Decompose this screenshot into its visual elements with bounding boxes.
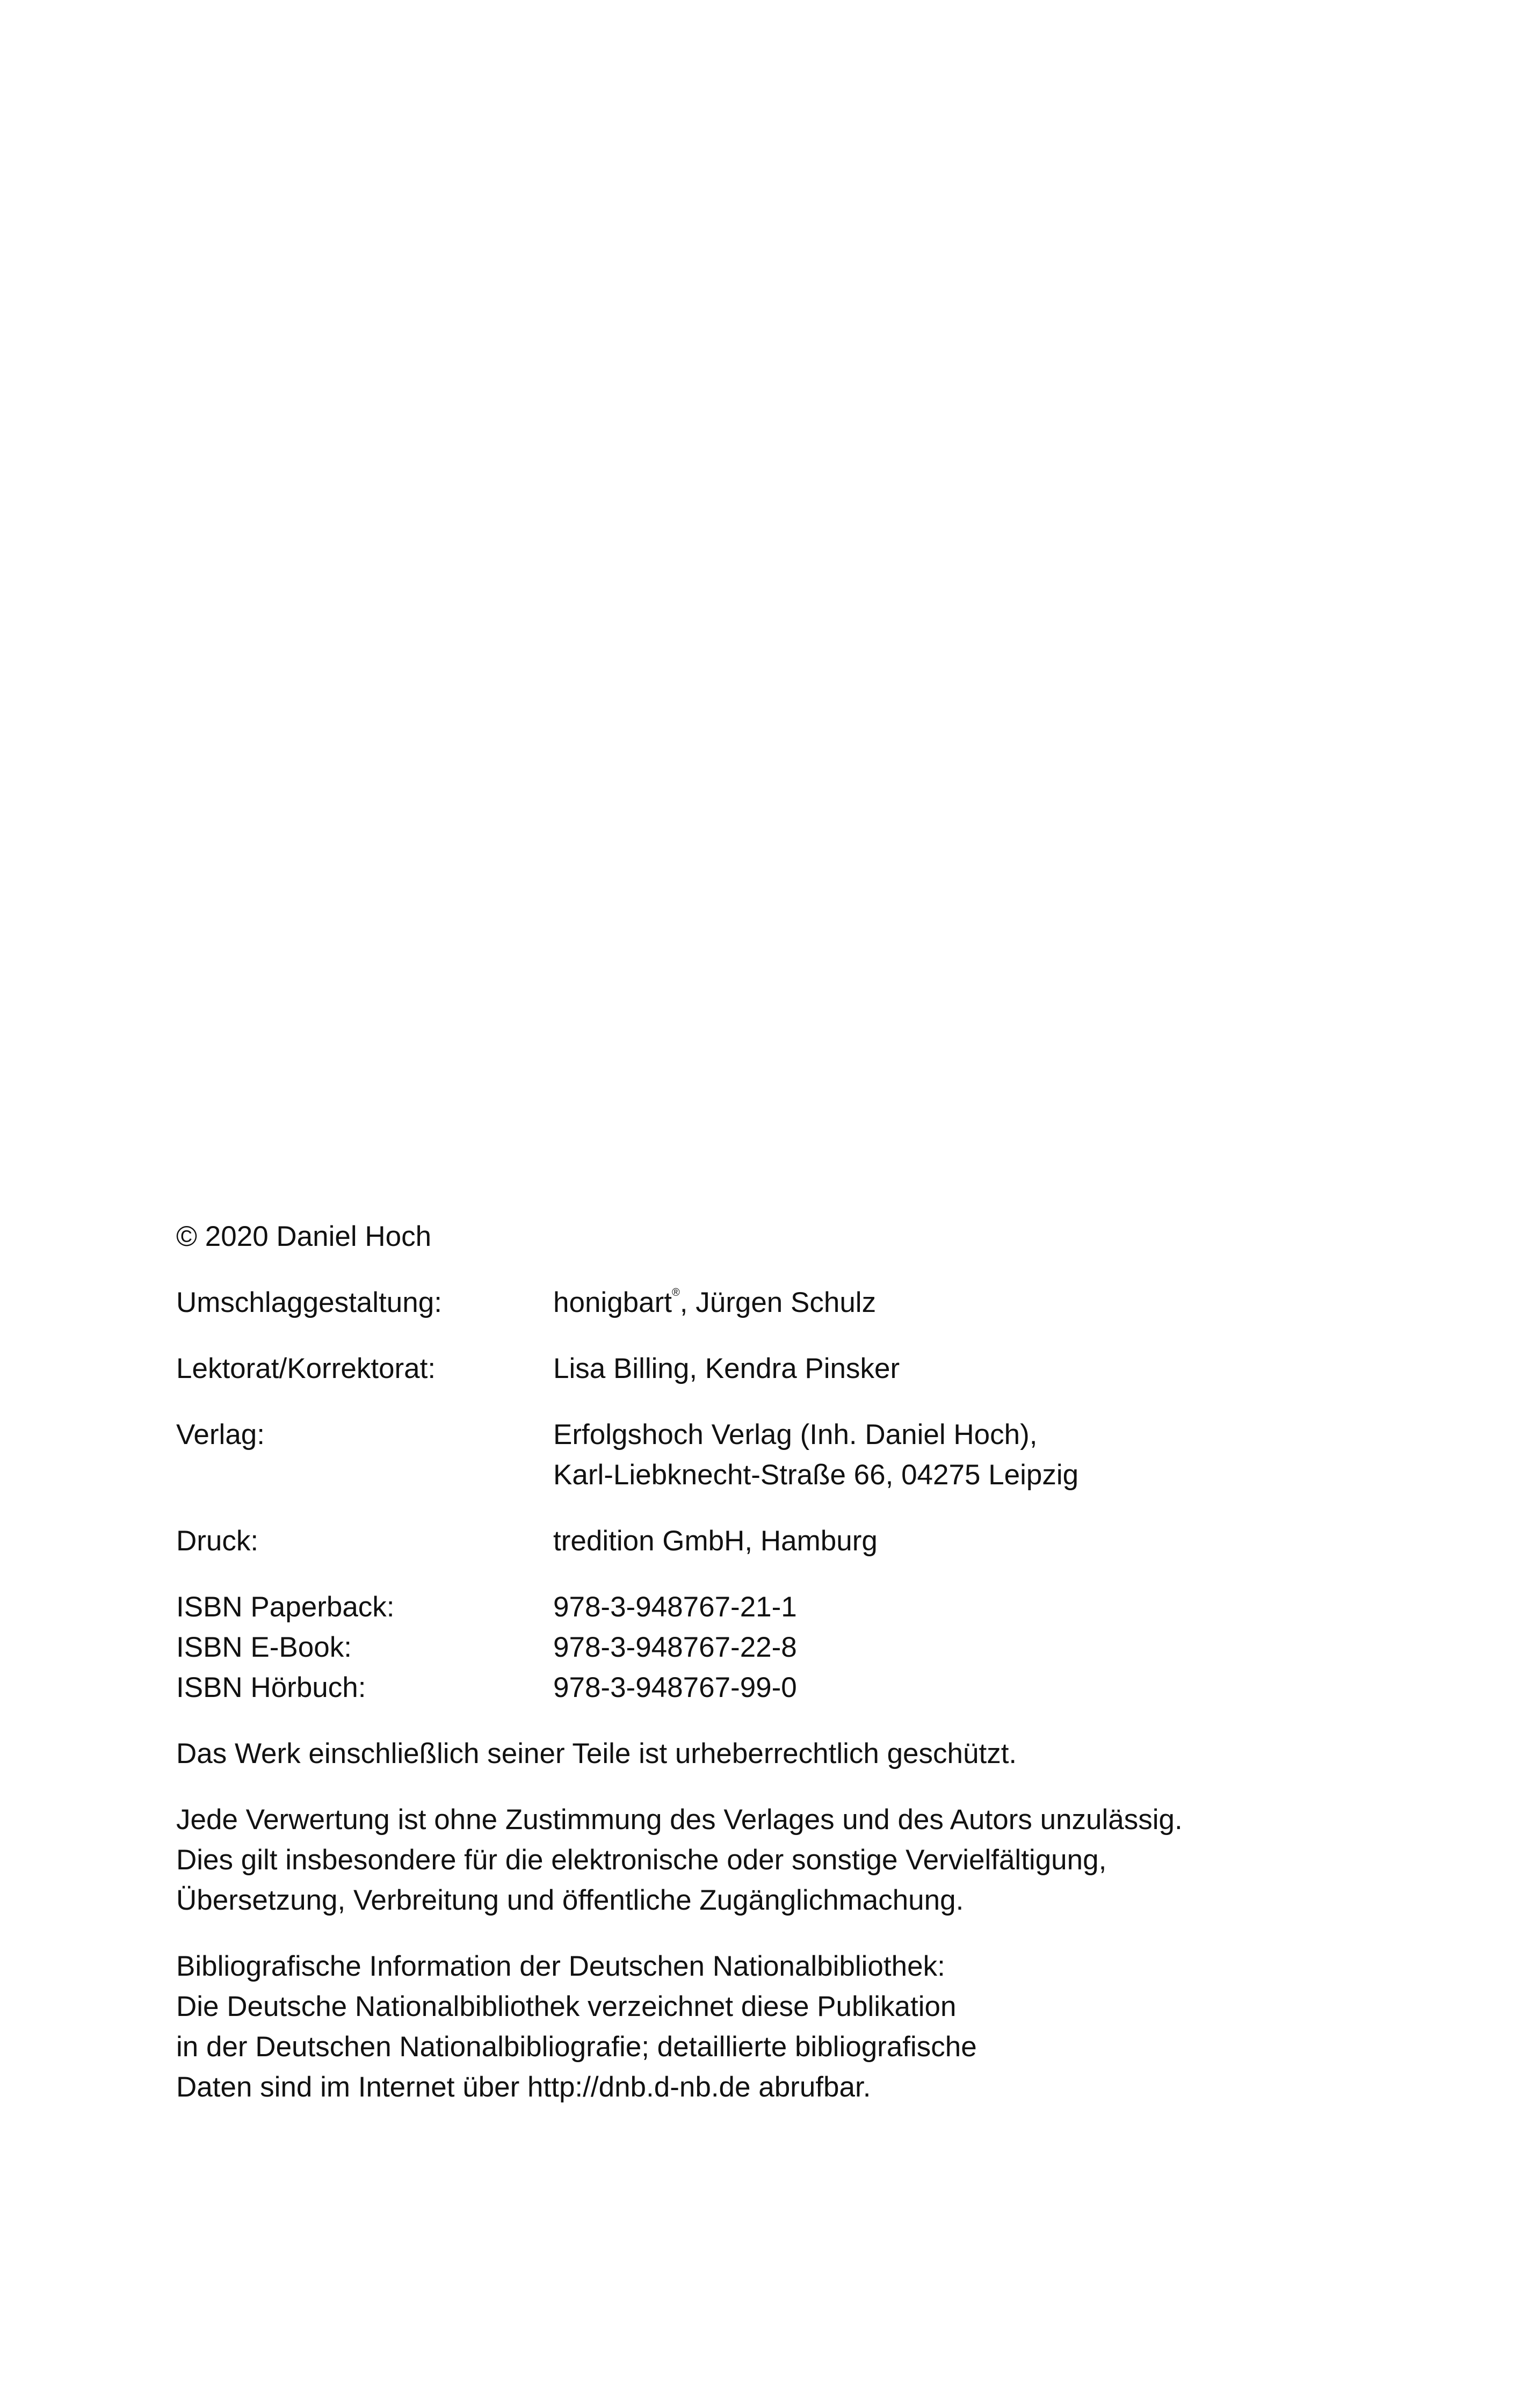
cover-design-value	[553, 1282, 1411, 1323]
isbn-row-paperback	[176, 1587, 1411, 1627]
cover-design-brand: honigbart	[553, 1287, 672, 1318]
isbn-label: ISBN E-Book:	[176, 1631, 352, 1663]
usage-notice-line: Übersetzung, Verbreitung und öffentliche Zugänglichmachung.	[176, 1884, 964, 1916]
isbn-row-audiobook	[176, 1667, 1411, 1708]
publisher-row	[176, 1415, 1411, 1495]
editing-row	[176, 1348, 1411, 1389]
copyright-notice: Das Werk einschließlich seiner Teile ist urheberrechtlich geschützt.	[176, 1738, 1017, 1769]
isbn-value: 978-3-948767-99-0	[553, 1672, 797, 1703]
editing-value: Lisa Billing, Kendra Pinsker	[553, 1353, 900, 1384]
dnb-notice-line: in der Deutschen Nationalbibliografie; detaillierte bibliografische	[176, 2031, 977, 2063]
dnb-notice-line: Daten sind im Internet über http://dnb.d-nb.de abrufbar.	[176, 2071, 871, 2103]
publisher-address: Karl-Liebknecht-Straße 66, 04275 Leipzig	[553, 1459, 1079, 1491]
usage-notice-line: Dies gilt insbesondere für die elektronische oder sonstige Vervielfältigung,	[176, 1844, 1107, 1876]
print-row	[176, 1521, 1411, 1561]
usage-notice-line: Jede Verwertung ist ohne Zustimmung des Verlages und des Autors unzulässig.	[176, 1804, 1183, 1836]
cover-design-names: , Jürgen Schulz	[679, 1287, 877, 1318]
cover-design-label: Umschlaggestaltung:	[176, 1287, 442, 1318]
publisher-label: Verlag:	[176, 1419, 265, 1450]
usage-notice	[176, 1800, 1411, 1920]
copyright-line: © 2020 Daniel Hoch	[176, 1221, 432, 1252]
isbn-label: ISBN Hörbuch:	[176, 1672, 366, 1703]
imprint-block	[176, 1216, 1411, 2107]
isbn-value: 978-3-948767-21-1	[553, 1591, 797, 1623]
dnb-notice-line: Die Deutsche Nationalbibliothek verzeichnet diese Publikation	[176, 1991, 957, 2022]
editing-label: Lektorat/Korrektorat:	[176, 1353, 436, 1384]
isbn-list	[176, 1587, 1411, 1708]
print-label: Druck:	[176, 1525, 259, 1557]
dnb-notice-line: Bibliografische Information der Deutschen Nationalbibliothek:	[176, 1950, 945, 1982]
isbn-label: ISBN Paperback:	[176, 1591, 395, 1623]
print-value: tredition GmbH, Hamburg	[553, 1525, 878, 1557]
isbn-value: 978-3-948767-22-8	[553, 1631, 797, 1663]
isbn-row-ebook	[176, 1627, 1411, 1667]
dnb-notice	[176, 1946, 1411, 2107]
cover-design-row	[176, 1282, 1411, 1323]
publisher-name: Erfolgshoch Verlag (Inh. Daniel Hoch),	[553, 1419, 1038, 1450]
publisher-value	[553, 1415, 1411, 1495]
registered-mark: ®	[672, 1287, 680, 1299]
